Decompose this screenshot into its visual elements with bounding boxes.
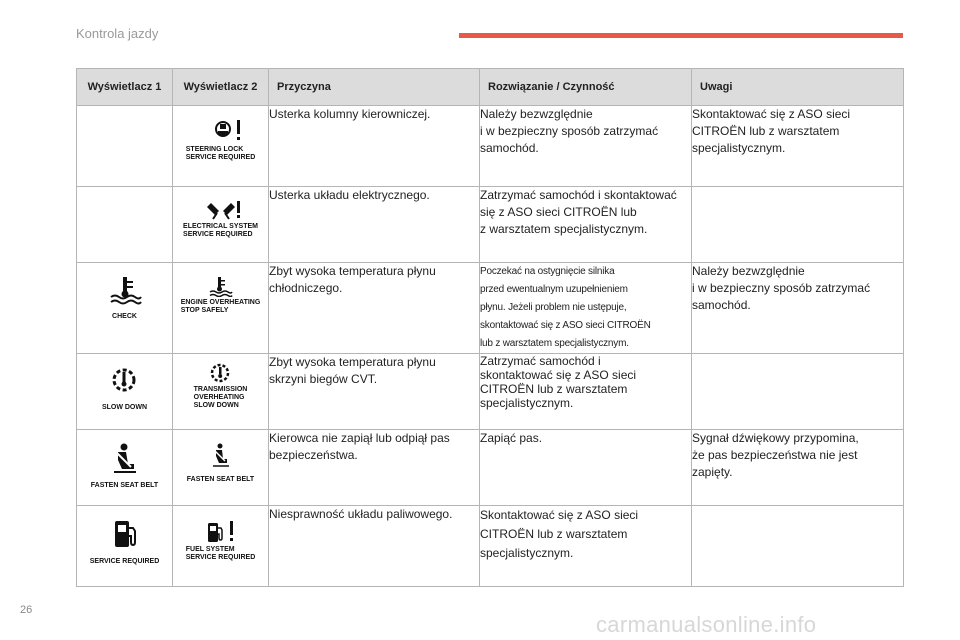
indicator-label: FUEL SYSTEM SERVICE REQUIRED	[185, 546, 256, 561]
display1-cell	[77, 187, 173, 263]
indicator-label: ELECTRICAL SYSTEM SERVICE REQUIRED	[183, 223, 258, 238]
fuel-pump-icon	[105, 518, 145, 550]
notes-cell: Sygnał dźwiękowy przypomina, że pas bezpieczeństwa nie jest zapięty.	[692, 430, 904, 506]
action-cell: Zapiąć pas.	[480, 430, 692, 506]
table-row	[77, 263, 904, 354]
indicator-label: FASTEN SEAT BELT	[90, 482, 159, 489]
indicator-label: ENGINE OVERHEATING STOP SAFELY	[180, 299, 261, 314]
display2-cell	[173, 106, 269, 187]
display2-cell	[173, 506, 269, 587]
watermark: carmanualsonline.info	[596, 612, 817, 637]
action-cell: Skontaktować się z ASO sieci CITROËN lub z warsztatem specjalistycznym.	[480, 506, 692, 587]
column-header-display1: Wyświetlacz 1	[77, 69, 173, 106]
table-row	[77, 106, 904, 187]
indicator-label: SLOW DOWN	[101, 404, 148, 411]
table-row	[77, 187, 904, 263]
indicator-label: SERVICE REQUIRED	[89, 558, 160, 565]
page-number: 26	[20, 604, 33, 616]
cause-cell: Zbyt wysoka temperatura płynu skrzyni biegów CVT.	[269, 354, 480, 430]
table-row	[77, 506, 904, 587]
notes-cell: Skontaktować się z ASO sieci CITROËN lub z warsztatem specjalistycznym.	[692, 106, 904, 187]
display1-cell	[77, 506, 173, 587]
fuel-pump-icon	[196, 518, 246, 544]
electrical-system-icon	[191, 199, 251, 221]
notes-cell	[692, 187, 904, 263]
action-cell: Poczekać na ostygnięcie silnika przed ewentualnym uzupełnieniem płynu. Jeżeli problem nie ustępuje, skontaktować się z ASO sieci CITROËN lub z warsztatem specjalistycznym.	[480, 263, 692, 354]
notes-cell: Należy bezwzględnie i w bezpieczny sposób zatrzymać samochód.	[692, 263, 904, 354]
transmission-temperature-icon	[104, 366, 144, 396]
column-header-notes: Uwagi	[692, 69, 904, 106]
indicator-label: CHECK	[112, 313, 137, 320]
display2-cell	[173, 430, 269, 506]
display2-cell	[173, 354, 269, 430]
seat-belt-icon	[200, 442, 240, 468]
table-header-row	[77, 69, 904, 106]
steering-lock-icon	[191, 118, 251, 144]
notes-cell	[692, 506, 904, 587]
table-row	[77, 430, 904, 506]
indicator-label: STEERING LOCK SERVICE REQUIRED	[185, 146, 256, 161]
display1-cell	[77, 430, 173, 506]
action-cell: Zatrzymać samochód i skontaktować się z ASO sieci CITROËN lub z warsztatem specjalistycznym.	[480, 187, 692, 263]
cause-cell: Usterka układu elektrycznego.	[269, 187, 480, 263]
indicator-label: FASTEN SEAT BELT	[186, 476, 255, 483]
indicator-label: TRANSMISSION OVERHEATING SLOW DOWN	[193, 386, 248, 409]
header-accent-rule	[459, 33, 903, 38]
coolant-temperature-icon	[105, 275, 145, 305]
column-header-display2: Wyświetlacz 2	[173, 69, 269, 106]
table-row	[77, 354, 904, 430]
column-header-cause: Przyczyna	[269, 69, 480, 106]
cause-cell: Niesprawność układu paliwowego.	[269, 506, 480, 587]
display1-cell	[77, 106, 173, 187]
notes-cell	[692, 354, 904, 430]
page-section-title: Kontrola jazdy	[76, 26, 159, 41]
cause-cell: Usterka kolumny kierowniczej.	[269, 106, 480, 187]
transmission-temperature-icon	[200, 362, 240, 384]
coolant-temperature-icon	[200, 275, 240, 297]
seat-belt-icon	[104, 442, 144, 474]
column-header-action: Rozwiązanie / Czynność	[480, 69, 692, 106]
display2-cell	[173, 263, 269, 354]
display2-cell	[173, 187, 269, 263]
cause-cell: Zbyt wysoka temperatura płynu chłodniczego.	[269, 263, 480, 354]
display1-cell	[77, 354, 173, 430]
warning-indicators-table	[76, 68, 904, 587]
action-cell: Należy bezwzględnie i w bezpieczny sposób zatrzymać samochód.	[480, 106, 692, 187]
cause-cell: Kierowca nie zapiął lub odpiął pas bezpieczeństwa.	[269, 430, 480, 506]
action-cell: Zatrzymać samochód i skontaktować się z ASO sieci CITROËN lub z warsztatem specjalistycznym.	[480, 354, 692, 430]
display1-cell	[77, 263, 173, 354]
